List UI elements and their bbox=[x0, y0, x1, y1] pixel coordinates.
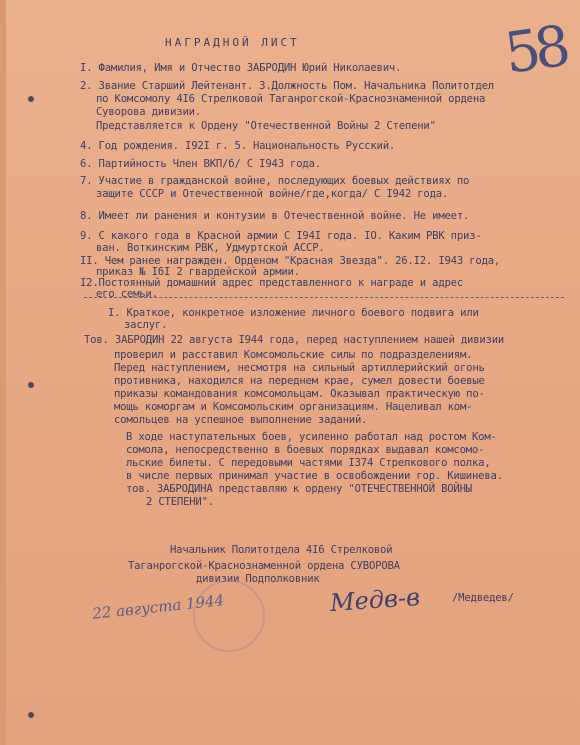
field-line: 4. Год рождения. I92I г. 5. Национальность Русский. bbox=[80, 140, 396, 152]
section-heading: I. Краткое, конкретное изложение личного боевого подвига или bbox=[108, 307, 479, 319]
field-line: 2. Звание Старший Лейтенант. 3.Должность Пом. Начальника Политотдел bbox=[80, 80, 494, 92]
field-line: по Комсомолу 4I6 Стрелковой Таганрогской-Краснознаменной ордена bbox=[96, 93, 486, 105]
signoff-line: дивизии Подполковник bbox=[196, 573, 320, 585]
handwritten-date: 22 августа 1944 bbox=[91, 591, 225, 623]
field-line: Представляется к Ордену "Отечественной Войны 2 Степени" bbox=[96, 120, 436, 132]
body-line: льские билеты. С передовыми частями I374 Стрелкового полка, bbox=[126, 457, 491, 469]
faded-stamp bbox=[193, 580, 265, 652]
paper-edge bbox=[0, 0, 6, 745]
signoff-line: Таганрогской-Краснознаменной ордена СУВОРОВА bbox=[128, 560, 400, 572]
punch-hole bbox=[28, 96, 34, 102]
signoff-line: Начальник Политотдела 4I6 Стрелковой bbox=[170, 544, 393, 556]
body-line: тов. ЗАБРОДИНА представляю к ордену "ОТЕЧЕСТВЕННОЙ ВОЙНЫ bbox=[126, 483, 472, 495]
field-line: приказ № I6I 2 гвардейской армии. bbox=[96, 266, 300, 278]
handwritten-sheet-number: 58 bbox=[500, 14, 569, 87]
document-title: НАГРАДНОЙ ЛИСТ bbox=[165, 36, 300, 49]
body-line: в числе первых принимал участие в освобождении гор. Кишинева. bbox=[126, 470, 503, 482]
body-line: В ходе наступательных боев, усиленно работал над ростом Ком- bbox=[126, 431, 497, 443]
body-line: сомола, непосредственно в боевых порядках выдавал комсомо- bbox=[126, 444, 485, 456]
signatory-name: /Медведев/ bbox=[452, 592, 514, 604]
field-line: I2.Постоянный домашний адрес представленного к награде и адрес bbox=[80, 277, 464, 289]
field-line: ван. Воткинским РВК, Удмуртской АССР. bbox=[96, 242, 325, 254]
field-line: 9. С какого года в Красной армии С I94I года. IO. Каким РВК приз- bbox=[80, 230, 482, 242]
body-line: 2 СТЕПЕНИ". bbox=[146, 496, 214, 508]
body-line: Перед наступлением, несмотря на сильный артиллерийский огонь bbox=[114, 362, 485, 374]
body-line: противника, находился на переднем крае, сумел довести боевые bbox=[114, 375, 485, 387]
field-line: защите СССР и Отечественной войне/где,когда/ С I942 года. bbox=[96, 188, 449, 200]
field-line: II. Чем ранее награжден. Орденом "Красная Звезда". 26.I2. I943 года, bbox=[80, 255, 501, 267]
field-line: его семьи. bbox=[96, 288, 158, 300]
field-line: Суворова дивизии. bbox=[96, 106, 202, 118]
body-line: мощь коморгам и Комсомольским организациям. Нацеливал ком- bbox=[114, 401, 473, 413]
handwritten-signature: Медв-в bbox=[329, 582, 421, 618]
body-line: Тов. ЗАБРОДИН 22 августа I944 года, перед наступлением нашей дивизии bbox=[84, 334, 505, 346]
field-line: 6. Партийность Член ВКП/б/ С I943 года. bbox=[80, 158, 321, 170]
field-line: 7. Участие в гражданской войне, последующих боевых действиях по bbox=[80, 175, 470, 187]
punch-hole bbox=[28, 382, 34, 388]
field-line: I. Фамилия, Имя и Отчество ЗАБРОДИН Юрий Николаевич. bbox=[80, 62, 402, 74]
body-line: приказы командования комсомольцам. Оказывал практическую по- bbox=[114, 388, 485, 400]
body-line: сомольцев на успешное выполнение заданий. bbox=[114, 414, 368, 426]
section-heading: заслуг. bbox=[124, 319, 168, 331]
body-line: проверил и расставил Комсомольские силы по подразделениям. bbox=[114, 349, 473, 361]
field-line: 8. Имеет ли ранения и контузии в Отечественной войне. Не имеет. bbox=[80, 210, 470, 222]
section-divider bbox=[84, 297, 564, 298]
punch-hole bbox=[28, 712, 34, 718]
